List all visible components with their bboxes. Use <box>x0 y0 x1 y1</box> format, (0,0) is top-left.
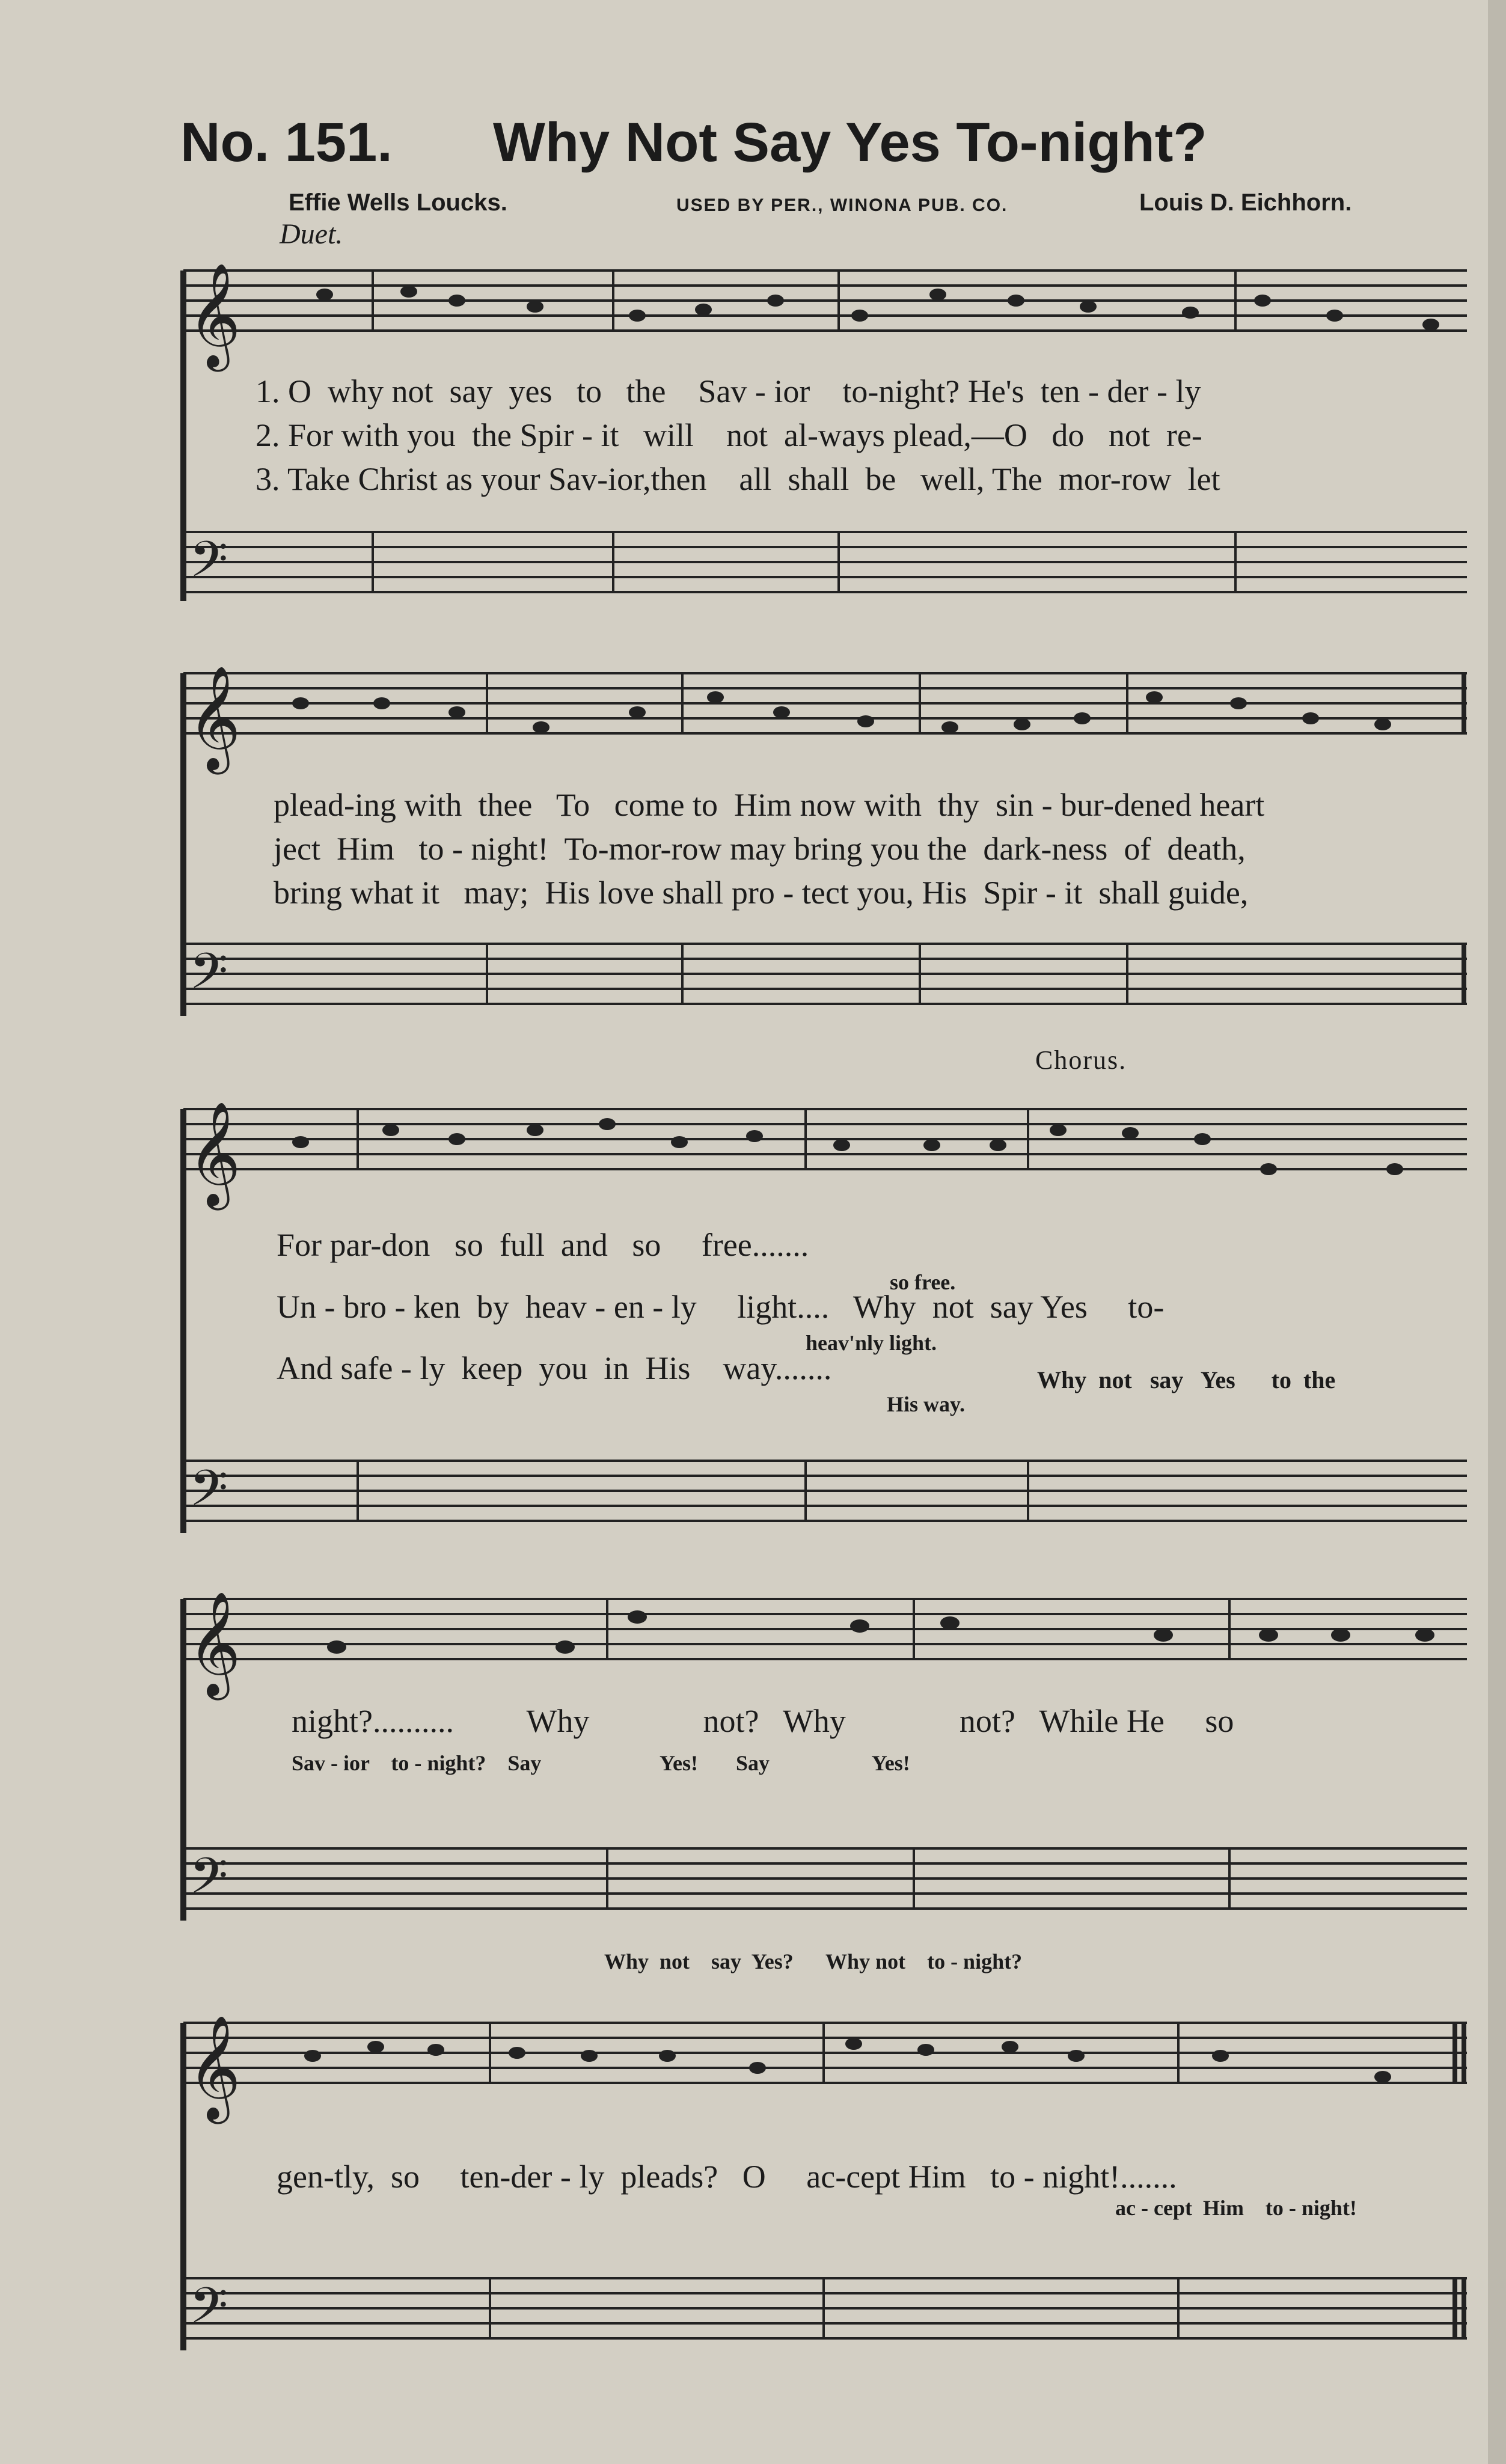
system2-verse3: bring what it may; His love shall pro - tect you, His Spir - it shall guide, <box>274 875 1249 911</box>
svg-text:𝄞: 𝄞 <box>188 1101 241 1206</box>
system2-verse1: plead-ing with thee To come to Him now with thy sin - bur-dened heart <box>274 787 1265 823</box>
system2-verse2: ject Him to - night! To-mor-row may bring you the dark-ness of death, <box>274 831 1246 867</box>
system3-verse2: Un - bro - ken by heav - en - ly light.... Why not say Yes to- <box>277 1289 1165 1325</box>
svg-text:𝄞: 𝄞 <box>188 2015 241 2120</box>
hymn-number: No. 151. <box>180 112 393 173</box>
system1-verse3: 3. Take Christ as your Sav-ior,then all shall be well, The mor-row let <box>256 461 1220 497</box>
system3-echo2: heav'nly light. <box>806 1331 937 1355</box>
svg-text:𝄢: 𝄢 <box>189 530 228 601</box>
svg-text:𝄢: 𝄢 <box>189 1459 228 1529</box>
system1-verse1: 1. O why not say yes to the Sav - ior to-night? He's ten - der - ly <box>256 373 1201 409</box>
system1-verse2: 2. For with you the Spir - it will not al-ways plead,—O do not re- <box>256 417 1202 453</box>
svg-text:𝄞: 𝄞 <box>188 263 241 367</box>
system3-echo1: so free. <box>890 1270 956 1294</box>
system5-echo: ac - cept Him to - night! <box>1115 2196 1357 2220</box>
system3-verse1: For par-don so full and so free....... <box>277 1227 809 1263</box>
hymn-title: Why Not Say Yes To-night? <box>493 112 1207 173</box>
composer-credit: Louis D. Eichhorn. <box>1139 189 1352 216</box>
system4-echo: Sav - ior to - night? Say Yes! Say Yes! <box>292 1751 910 1775</box>
system3-bass-words: Why not say Yes to the <box>1037 1366 1336 1393</box>
svg-text:𝄞: 𝄞 <box>188 1591 241 1696</box>
author-credit: Effie Wells Loucks. <box>289 189 507 216</box>
svg-text:𝄞: 𝄞 <box>188 665 241 770</box>
svg-text:𝄢: 𝄢 <box>189 942 228 1012</box>
permission-credit: USED BY PER., WINONA PUB. CO. <box>676 195 1008 215</box>
system3-echo3: His way. <box>887 1392 966 1416</box>
system3-verse3: And safe - ly keep you in His way....... <box>277 1350 832 1386</box>
system5-words: gen-tly, so ten-der - ly pleads? O ac-cept Him to - night!....... <box>277 2159 1177 2195</box>
system4-bass-words: Why not say Yes? Why not to - night? <box>604 1949 1023 1973</box>
svg-text:𝄢: 𝄢 <box>189 2276 228 2347</box>
duet-marking: Duet. <box>280 218 343 250</box>
chorus-marking: Chorus. <box>1035 1045 1127 1075</box>
svg-text:𝄢: 𝄢 <box>189 1847 228 1917</box>
system4-words: night?.......... Why not? Why not? While He so <box>292 1703 1234 1739</box>
